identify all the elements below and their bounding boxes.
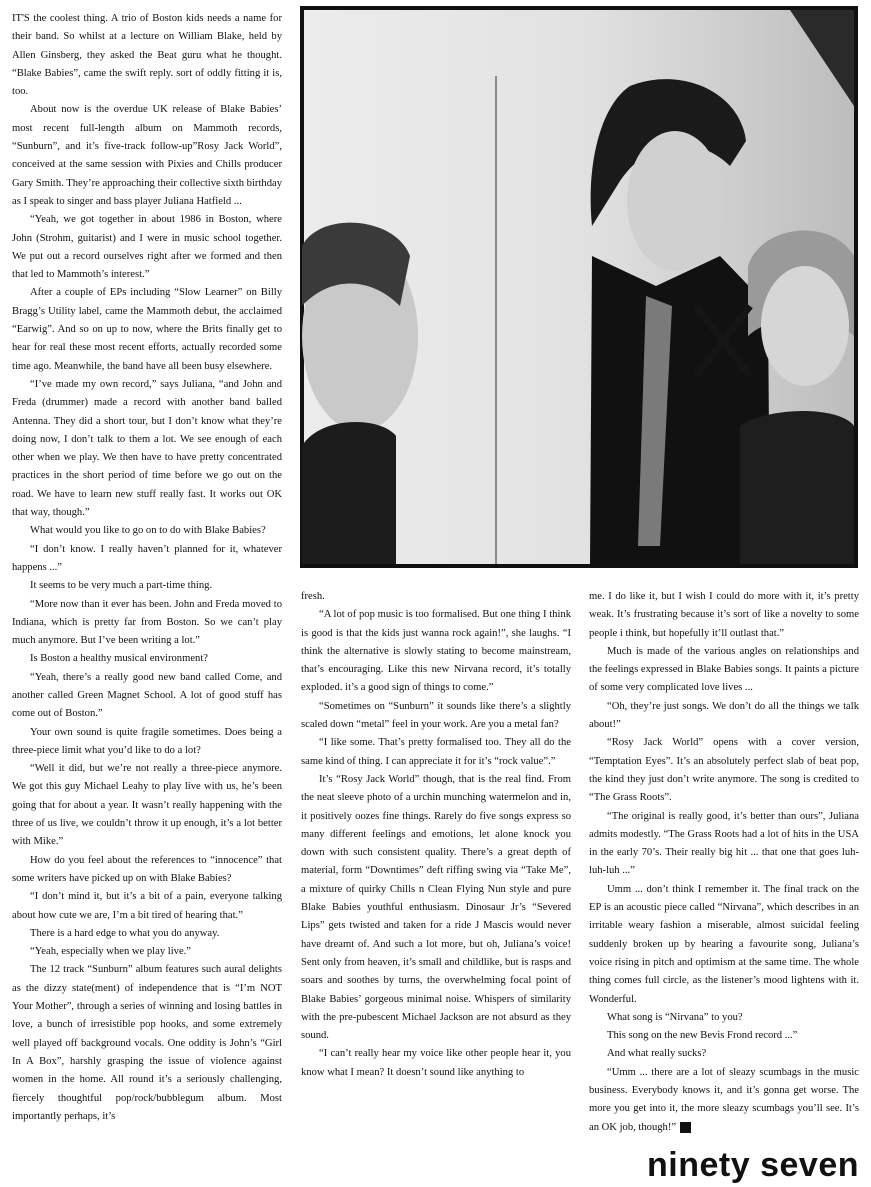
band-photo xyxy=(300,6,858,568)
paragraph: What song is “Nirvana” to you? xyxy=(607,1011,743,1023)
band-photo-illustration xyxy=(300,6,858,568)
paragraph: After a couple of EPs including “Slow Learner” on Billy Bragg’s Utility label, came the Mammoth debut, the acclaimed “Earwig”. And so on up to now, where the Brits finally get to hear for real these most recent efforts, actually recorded some time ago. Meanwhile, the band have all been busy elsewhere. xyxy=(12,287,282,372)
paragraph: “A lot of pop music is too formalised. But one thing I think is good is that the kids just wanna rock again!”, she laughs. “I think the alternative is slowly stating to become mainstream, that’s encouraging. Like this new Nirvana record, it’s totally exploded. it’s a good sign of things to come.” xyxy=(301,609,571,694)
paragraph: “Well it did, but we’re not really a three-piece anymore. We got this guy Michael Leahy to play live with us, he’s been going that for about a year. It wasn’t really happening with the three of us live, we couldn’t throw it up enough, it’s a lot better with Mike.” xyxy=(12,763,282,848)
paragraph: “Yeah, there’s a really good new band called Come, and another called Green Magnet School. A lot of good stuff has come out of Boston.” xyxy=(12,671,282,720)
paragraph: fresh. xyxy=(301,591,325,602)
paragraph: This song on the new Bevis Frond record ...” xyxy=(607,1030,798,1042)
paragraph: It’s “Rosy Jack World” though, that is the real find. From the neat sleeve photo of a urchin munching watermelon and in, it positively oozes fine things. Rarely do five songs express so many different feelings and emotions, let alone knock you down with such consistent quality. There’s a great depth of material, form “Downtimes” deft riffing swing via “Take Me”, a mixture of quirky Chills n Clean Flying Nun style and pure Blake Babies youthful enthusiasm. Dinosaur Jr’s “Severed Lips” gets twisted and taken for a ride J Mascis would never have dreamt of. And such a lot more, but oh, Juliana’s voice! Sent only from heaven, it’s small and childlike, but is rasps and soars and soothes by turns, the overwhelming focal point of Blake Babies’ gorgeous minimal noise. Whispers of similarity with the pre-pubescent Michael Jackson are not absurd as they sound. xyxy=(301,773,571,1042)
paragraph: IT'S the coolest thing. A trio of Boston kids needs a name for their band. So whilst at a lecture on William Blake, held by Allen Ginsberg, they asked the Beat guru what he thought. “Blake Babies”, came the swift reply. sort of oddly fitting it is, too. xyxy=(12,13,282,98)
paragraph: The 12 track “Sunburn” album features such aural delights as the dizzy state(ment) of independence that is “I’m NOT Your Mother”, through a series of winning and losing battles in love, a bunch of irresistible pop hooks, and some extremely well played off background vocals. One oddity is John’s “Girl In A Box”, harshly grasping the issue of violence against women in the home. All round it’s a seriously challenging, fiercely thoughtful pop/rock/bubblegum album. Most importantly perhaps, it’s xyxy=(12,964,282,1122)
article-column-2 xyxy=(301,588,571,1082)
paragraph: “More now than it ever has been. John and Freda moved to Indiana, which is pretty far from Boston. So we can’t play much anymore. But I’ve been writing a lot.” xyxy=(12,598,282,647)
paragraph: me. I do like it, but I wish I could do more with it, it’s pretty weak. It’s frustrating because it’s sort of like a novelty to some people i think, but hopefully it’ll outlast that.” xyxy=(589,591,859,639)
paragraph: “Rosy Jack World” opens with a cover version, “Temptation Eyes”. It’s an absolutely perfect slab of beat pop, the kind they just don’t write anymore. The song is credited to “The Grass Roots”. xyxy=(589,737,859,804)
paragraph: Much is made of the various angles on relationships and the feelings expressed in Blake Babies songs. It paints a picture of some very complicated love lives ... xyxy=(589,645,859,694)
paragraph xyxy=(589,1064,859,1137)
paragraph: “I can’t really hear my voice like other people hear it, you know what I mean? It doesn’t sound like anything to xyxy=(301,1048,571,1078)
article-column-3 xyxy=(589,588,859,1137)
article-column-1 xyxy=(12,10,282,1126)
paragraph: Your own sound is quite fragile sometimes. Does being a three-piece limit what you’d like to do a lot? xyxy=(12,726,282,756)
paragraph: “I don’t mind it, but it’s a bit of a pain, everyone talking about how cute we are, I’m a bit tired of hearing that.” xyxy=(12,891,282,921)
paragraph: “Sometimes on “Sunburn” it sounds like there’s a slightly scaled down “metal” feel in your work. Are you a metal fan? xyxy=(301,700,571,731)
paragraph: Umm ... don’t think I remember it. The final track on the EP is an acoustic piece called “Nirvana”, which describes in an irritable weary fashion a miserable, almost suicidal feeling suddenly broken up by hearing a favourite song, Juliana’s voice rising in pitch and optimism at the same time. The whole thing comes full circle, as the listener’s mood lightens with it. Wonderful. xyxy=(589,883,859,1005)
paragraph: It seems to be very much a part-time thing. xyxy=(30,580,213,592)
paragraph: About now is the overdue UK release of Blake Babies’ most recent full-length album on Mammoth records, “Sunburn”, and it’s five-track follow-up”Rosy Jack World”, conceived at the same session with Pixies and Chills producer Gary Smith. They’re approaching their collective sixth birthday as I speak to singer and bass player Juliana Hatfield ... xyxy=(12,104,282,207)
paragraph: “Yeah, especially when we play live.” xyxy=(30,946,192,958)
paragraph: “I don’t know. I really haven’t planned for it, whatever happens ...” xyxy=(12,543,282,573)
paragraph: “Oh, they’re just songs. We don’t do all the things we talk about!” xyxy=(589,700,859,731)
paragraph: “I like some. That’s pretty formalised too. They all do the same kind of thing. I can appreciate it for it’s “rock value”.” xyxy=(301,737,571,767)
paragraph: How do you feel about the references to “innocence” that some writers have picked up on with Blake Babies? xyxy=(12,854,282,884)
paragraph: And what really sucks? xyxy=(607,1048,707,1060)
paragraph: “Yeah, we got together in about 1986 in Boston, where John (Strohm, guitarist) and I were in music school together. We put out a record ourselves right after we formed and then that led to Mammoth’s interest.” xyxy=(12,214,282,281)
paragraph: What would you like to go on to do with Blake Babies? xyxy=(30,525,266,537)
paragraph: “I’ve made my own record,” says Juliana, “and John and Freda (drummer) made a record with another band balled Antenna. They did a short tour, but I don’t know what they’re doing now, I don’t talk to them a lot. We see enough of each other when we play. We then have to have pretty concentrated practices in the short period of time before we go out on the road. We have to learn new stuff really fast. It works out OK that way, though.” xyxy=(12,378,282,519)
page-number: ninety seven xyxy=(647,1146,859,1184)
paragraph: There is a hard edge to what you do anyway. xyxy=(30,927,220,939)
paragraph-text: “Umm ... there are a lot of sleazy scumbags in the music business. Everybody knows it, and it’s gonna get worse. The more you get into it, the more sleazy scumbags you’ll see. It’s an OK job, though!” xyxy=(589,1066,859,1133)
paragraph: Is Boston a healthy musical environment? xyxy=(30,653,208,665)
paragraph: “The original is really good, it’s better than ours”, Juliana admits modestly. “The Grass Roots had a lot of hits in the USA in the early 70’s. Their really big hit ... that one that goes luh-luh-luh ...” xyxy=(589,810,859,877)
end-of-article-icon xyxy=(680,1122,691,1133)
